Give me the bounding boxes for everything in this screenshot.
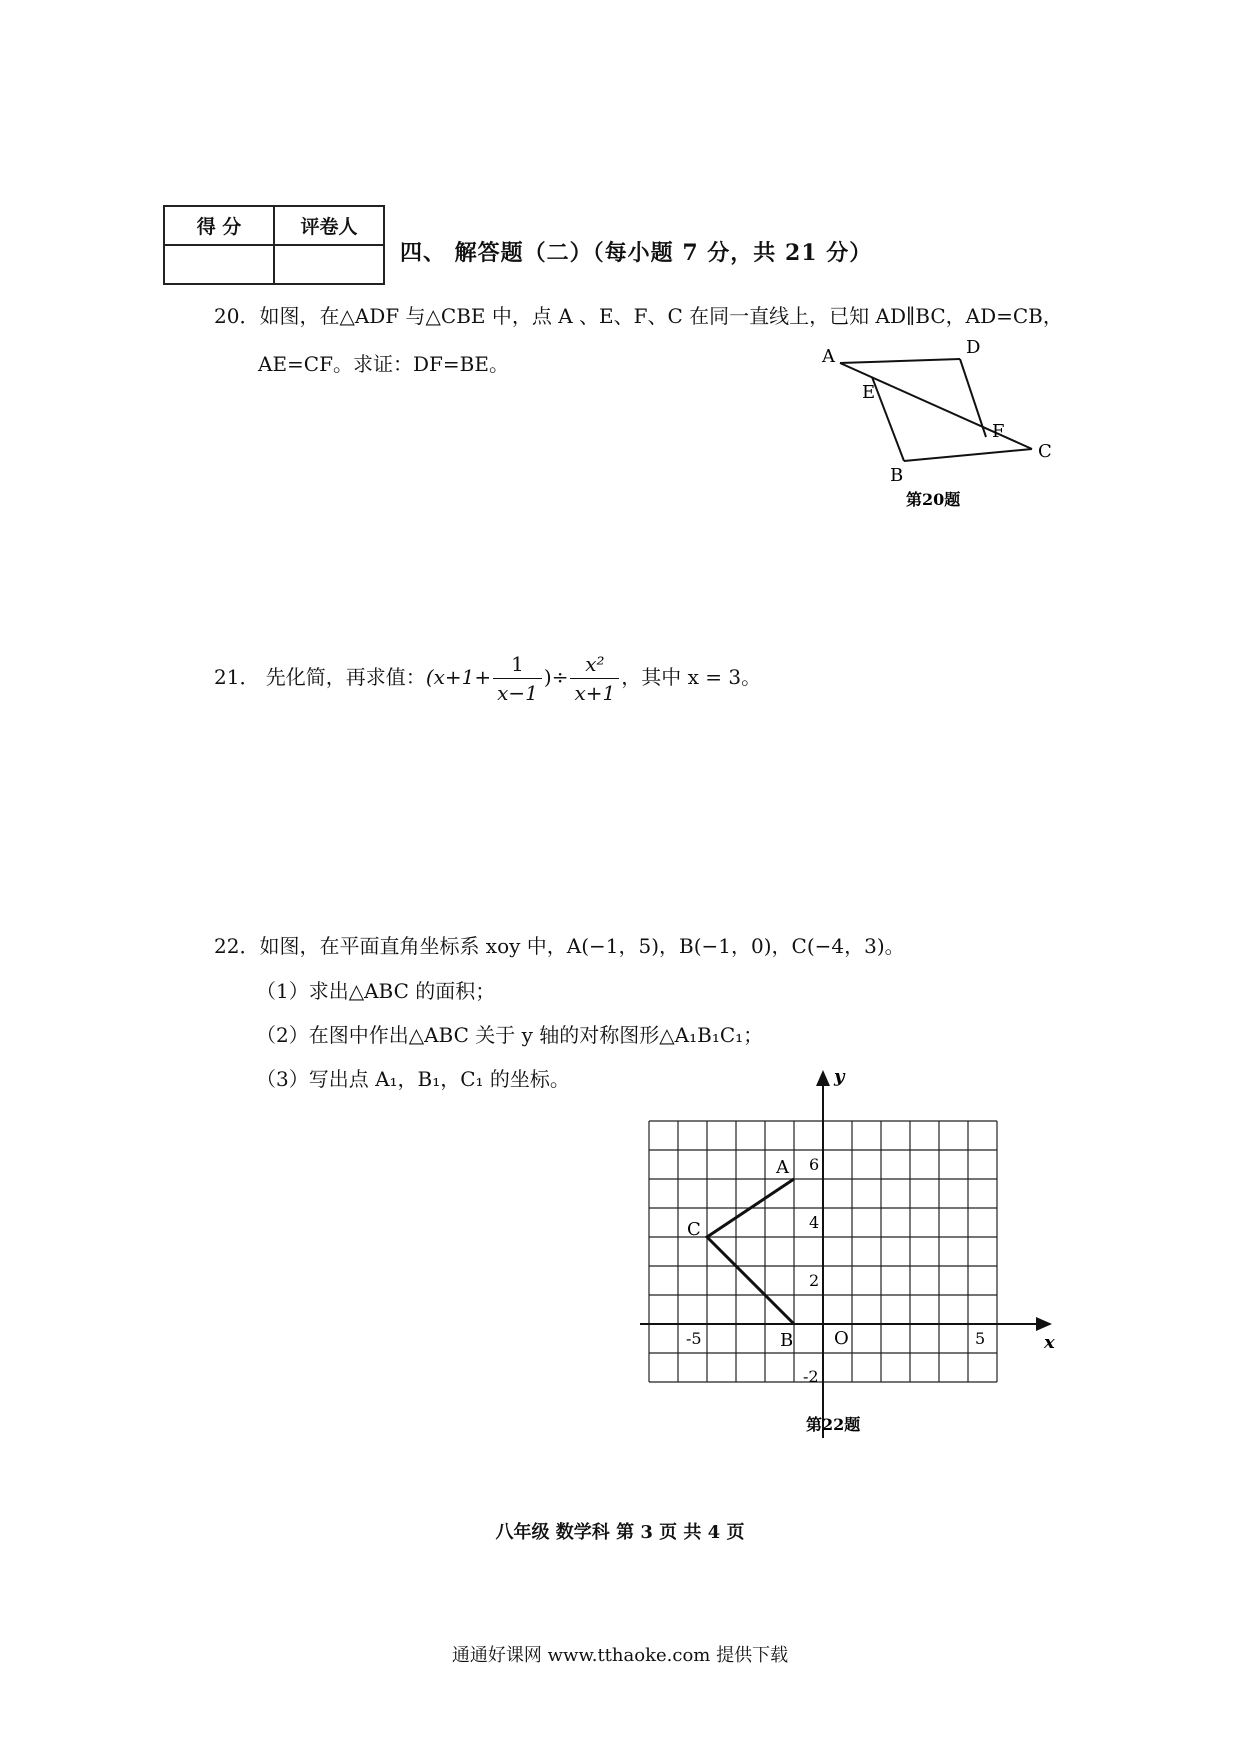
q20-label-c: C xyxy=(1038,441,1052,462)
y-axis-arrow xyxy=(816,1070,830,1086)
x-axis-arrow xyxy=(1036,1317,1052,1331)
x-axis-label: x xyxy=(1044,1332,1055,1353)
grader-cell xyxy=(274,245,384,284)
tick-y-6: 6 xyxy=(809,1155,820,1174)
score-cell xyxy=(164,245,274,284)
q21-fraction-1 xyxy=(493,650,542,707)
q21-prefix: 21． 先化简，再求值： xyxy=(214,665,426,689)
grader-header: 评卷人 xyxy=(274,206,384,245)
q20-label-a: A xyxy=(822,346,835,367)
q20-figure xyxy=(810,330,1070,510)
tick-x-neg5: -5 xyxy=(686,1329,702,1348)
watermark: 通通好课网 www.tthaoke.com 提供下载 xyxy=(451,1645,789,1666)
score-table xyxy=(163,205,385,285)
point-label-a: A xyxy=(776,1157,789,1178)
origin-label: O xyxy=(834,1328,849,1349)
q20-label-e: E xyxy=(862,382,876,403)
triangle-abc xyxy=(707,1179,794,1324)
segment-cb xyxy=(904,449,1032,461)
q21-frac1-denominator: x−1 xyxy=(497,681,538,705)
section-title: 四、 解答题（二）（每小题 7 分，共 21 分） xyxy=(400,240,873,266)
q21-fraction-2 xyxy=(570,650,619,707)
y-axis-label: y xyxy=(834,1066,845,1087)
q22-coordinate-figure xyxy=(620,1060,1060,1440)
q20-label-d: D xyxy=(966,337,981,358)
q21-expression xyxy=(214,650,761,707)
q21-suffix: ，其中 x = 3。 xyxy=(621,665,762,689)
q21-operator: )÷ xyxy=(543,665,569,689)
point-label-c: C xyxy=(687,1219,701,1240)
q20-label-f: F xyxy=(992,421,1005,442)
q22-sub3: （3）写出点 A₁，B₁，C₁ 的坐标。 xyxy=(256,1067,570,1091)
q20-label-b: B xyxy=(890,465,904,486)
q22-caption: 第22题 xyxy=(806,1415,861,1434)
page-footer: 八年级 数学科 第 3 页 共 4 页 xyxy=(495,1522,745,1543)
q20-line1: 20．如图，在△ADF 与△CBE 中，点 A 、E、F、C 在同一直线上，已知 AD∥BC，AD=CB， xyxy=(214,304,1063,328)
q22-sub2: （2）在图中作出△ABC 关于 y 轴的对称图形△A₁B₁C₁； xyxy=(256,1023,764,1047)
segment-ad xyxy=(840,359,960,363)
q21-frac2-numerator: x² xyxy=(570,650,619,679)
tick-y-2: 2 xyxy=(809,1271,820,1290)
tick-y-neg2: -2 xyxy=(803,1367,819,1386)
q20-caption: 第20题 xyxy=(906,490,961,509)
tick-y-4: 4 xyxy=(809,1213,820,1232)
q21-open: (x+1+ xyxy=(425,665,492,689)
q22-line1: 22．如图，在平面直角坐标系 xoy 中，A(−1，5)，B(−1，0)，C(−4，3)。 xyxy=(214,934,905,958)
q21-frac2-denominator: x+1 xyxy=(574,681,616,705)
segment-df xyxy=(960,359,986,437)
point-label-b: B xyxy=(780,1330,794,1351)
score-header: 得 分 xyxy=(164,206,274,245)
q21-frac1-numerator: 1 xyxy=(493,650,542,679)
q22-sub1: （1）求出△ABC 的面积； xyxy=(256,979,496,1003)
tick-x-5: 5 xyxy=(975,1329,986,1348)
q20-line2: AE=CF。求证：DF=BE。 xyxy=(258,352,509,376)
